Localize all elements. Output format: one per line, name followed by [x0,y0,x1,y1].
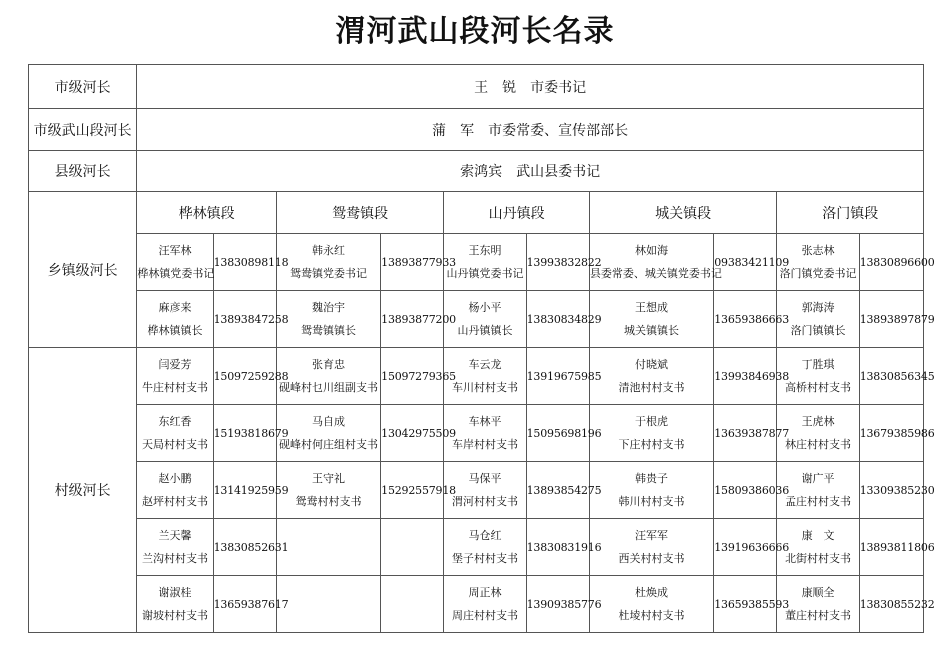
phone-cell: 13830855232 [859,576,923,633]
county-chief-row [29,151,924,192]
person-cell [444,576,526,633]
river-chief-table [28,64,935,633]
person-cell [777,234,859,291]
phone-cell: 15095698196 [526,405,589,462]
town-header: 鸳鸯镇段 [276,192,444,234]
person-role: 韩川村村支书 [618,494,685,508]
person-cell [137,234,213,291]
person-name: 丁胜琪 [801,357,835,371]
city-chief-value: 王 锐 市委书记 [137,65,924,109]
person-name: 麻彦来 [158,300,192,314]
phone-cell [381,519,444,576]
page-title: 渭河武山段河长名录 [335,14,615,49]
person-name: 闫爱芳 [158,357,192,371]
phone-cell: 13830856345 [859,348,923,405]
phone-cell: 13659385593 [714,576,777,633]
person-role: 山丹镇党委书记 [446,266,524,280]
person-name: 于根虎 [635,414,669,428]
person-cell [777,348,859,405]
phone-cell: 13919636666 [714,519,777,576]
village-chief-label: 村级河长 [29,348,137,633]
person-role: 堡子村村支书 [451,551,518,565]
person-name: 车林平 [468,414,502,428]
phone-cell: 13639387877 [714,405,777,462]
person-name: 王守礼 [311,471,345,485]
phone-cell: 15809386036 [714,462,777,519]
person-role: 西关村村支书 [618,551,685,565]
city-wushan-chief-label: 市级武山段河长 [29,109,137,151]
person-cell [444,405,526,462]
person-role: 董庄村村支书 [785,608,852,622]
town-header-row [29,192,924,234]
person-name: 东红香 [158,414,192,428]
town-header: 城关镇段 [589,192,777,234]
person-role: 砚峰村乜川组副支书 [278,380,378,394]
person-name: 魏治宇 [311,300,345,314]
person-role: 孟庄村村支书 [785,494,852,508]
person-name: 谢淑桂 [158,585,192,599]
phone-cell: 13659387617 [213,576,276,633]
person-cell [276,576,380,633]
person-role: 赵坪村村支书 [141,494,208,508]
town-header: 山丹镇段 [444,192,589,234]
phone-cell: 13830834829 [526,291,589,348]
phone-cell: 13893811806 [859,519,923,576]
township-row [29,291,924,348]
person-cell [276,234,380,291]
city-wushan-chief-value: 蒲 军 市委常委、宣传部部长 [137,109,924,151]
city-chief-row [29,65,924,109]
person-name: 郭海涛 [801,300,835,314]
person-role: 兰沟村村支书 [141,551,208,565]
person-role: 天局村村支书 [141,437,208,451]
person-name: 王东明 [468,243,502,257]
person-role: 砚峰村何庄组村支书 [278,437,378,451]
person-cell [444,462,526,519]
village-row [29,519,924,576]
person-cell [589,291,713,348]
person-name: 王想成 [635,300,669,314]
person-name: 周正林 [468,585,502,599]
person-cell [589,576,713,633]
person-cell [777,405,859,462]
person-role: 清池村村支书 [618,380,685,394]
person-cell [276,291,380,348]
person-cell [444,519,526,576]
person-role: 车岸村村支书 [451,437,518,451]
person-cell [777,462,859,519]
person-name: 汪军军 [635,528,669,542]
person-cell [444,291,526,348]
phone-cell: 13893877933 [381,234,444,291]
person-role: 谢坡村村支书 [141,608,208,622]
person-role: 桦林镇镇长 [147,323,203,337]
phone-cell [381,576,444,633]
phone-cell: 13909385776 [526,576,589,633]
person-role: 鸳鸯村村支书 [295,494,362,508]
person-name: 付晓斌 [635,357,669,371]
person-name: 韩贵子 [635,471,669,485]
person-role: 山丹镇镇长 [457,323,513,337]
person-role: 城关镇镇长 [624,323,680,337]
town-header: 洛门镇段 [777,192,924,234]
phone-cell: 13893877200 [381,291,444,348]
township-chief-label: 乡镇级河长 [29,192,137,348]
person-cell [137,291,213,348]
person-cell [444,234,526,291]
person-role: 林庄村村支书 [785,437,852,451]
village-row [29,348,924,405]
person-role: 鸳鸯镇镇长 [300,323,356,337]
phone-cell: 13893854275 [526,462,589,519]
person-role: 牛庄村村支书 [141,380,208,394]
person-cell [276,348,380,405]
county-chief-value: 索鸿宾 武山县委书记 [137,151,924,192]
phone-cell: 13830896600 [859,234,923,291]
person-name: 韩永红 [311,243,345,257]
county-chief-label: 县级河长 [29,151,137,192]
phone-cell: 09383421109 [714,234,777,291]
person-role: 周庄村村支书 [451,608,518,622]
person-name: 汪军林 [158,243,192,257]
person-cell [137,462,213,519]
phone-cell: 15097279365 [381,348,444,405]
phone-cell: 13659386663 [714,291,777,348]
township-row [29,234,924,291]
person-role: 洛门镇镇长 [790,323,846,337]
person-role: 渭河村村支书 [451,494,518,508]
phone-cell: 13679385986 [859,405,923,462]
person-name: 张育忠 [311,357,345,371]
person-name: 林如海 [635,243,669,257]
person-name: 兰天馨 [158,528,192,542]
phone-cell: 13919675985 [526,348,589,405]
person-cell [589,462,713,519]
phone-cell: 15097259288 [213,348,276,405]
phone-cell: 13993832822 [526,234,589,291]
phone-cell: 13830831916 [526,519,589,576]
phone-cell: 13042975509 [381,405,444,462]
phone-cell: 13830898118 [213,234,276,291]
person-cell [777,576,859,633]
village-row [29,576,924,633]
phone-cell: 15193818679 [213,405,276,462]
phone-cell: 13993846938 [714,348,777,405]
person-cell [589,234,722,291]
person-role: 桦林镇党委书记 [137,266,215,280]
person-cell [589,405,713,462]
village-row [29,405,924,462]
person-cell [777,291,859,348]
person-name: 马保平 [468,471,502,485]
person-role: 杜堎村村支书 [618,608,685,622]
person-role: 洛门镇党委书记 [779,266,857,280]
phone-cell: 13893897879 [859,291,923,348]
person-name: 马自成 [311,414,345,428]
person-cell [589,519,713,576]
person-cell [137,519,213,576]
person-name: 康顺全 [801,585,835,599]
phone-cell: 13830852631 [213,519,276,576]
person-cell [137,576,213,633]
phone-cell: 15292557918 [381,462,444,519]
person-cell [777,519,859,576]
town-header: 桦林镇段 [137,192,276,234]
person-cell [137,405,213,462]
person-role: 高桥村村支书 [785,380,852,394]
city-wushan-chief-row [29,109,924,151]
phone-cell: 13893847258 [213,291,276,348]
village-row [29,462,924,519]
person-name: 王虎林 [801,414,835,428]
person-cell [276,462,380,519]
person-role: 车川村村支书 [451,380,518,394]
person-cell [137,348,213,405]
person-name: 马仓红 [468,528,502,542]
person-name: 杜焕成 [635,585,669,599]
city-chief-label: 市级河长 [29,65,137,109]
phone-cell: 13309385230 [859,462,923,519]
person-role: 下庄村村支书 [618,437,685,451]
person-name: 赵小鹏 [158,471,192,485]
person-name: 康 文 [801,528,835,542]
person-cell [276,405,380,462]
person-role: 鸳鸯镇党委书记 [289,266,367,280]
person-cell [589,348,713,405]
phone-cell: 13141925959 [213,462,276,519]
person-cell [444,348,526,405]
person-role: 北街村村支书 [785,551,852,565]
person-name: 张志林 [801,243,835,257]
person-name: 谢广平 [801,471,835,485]
person-name: 车云龙 [468,357,502,371]
person-role: 县委常委、城关镇党委书记 [589,266,722,280]
person-cell [276,519,380,576]
person-name: 杨小平 [468,300,502,314]
